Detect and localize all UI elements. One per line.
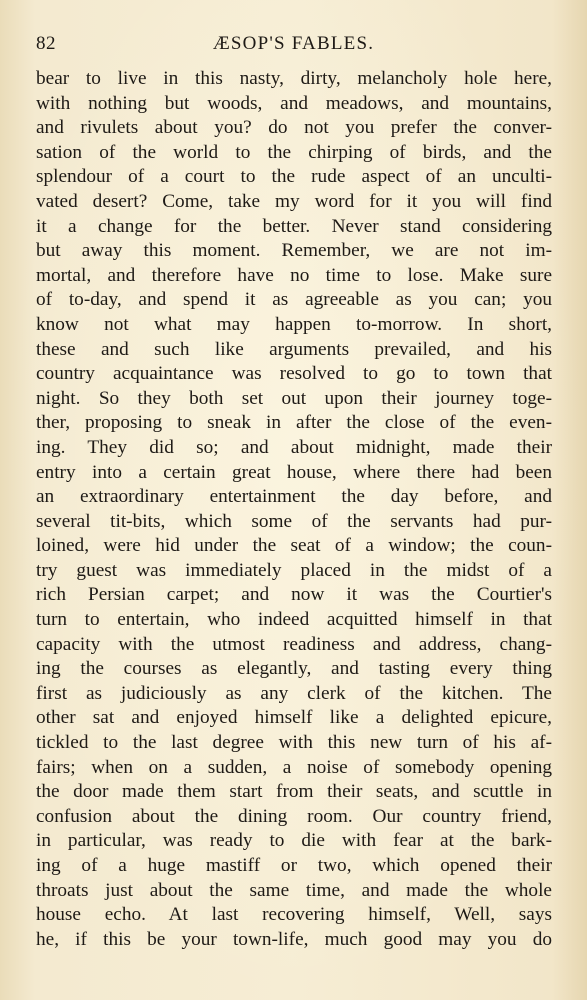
text-line: know not what may happen to-morrow. In short, bbox=[36, 313, 552, 335]
text-line: other sat and enjoyed himself like a delighted epicure, bbox=[36, 707, 552, 729]
text-line: ther, proposing to sneak in after the close of the even- bbox=[36, 412, 552, 434]
text-line: and rivulets about you? do not you prefer the conver- bbox=[36, 117, 552, 139]
text-line: capacity with the utmost readiness and address, chang- bbox=[36, 633, 552, 655]
text-line: loined, were hid under the seat of a window; the coun- bbox=[36, 535, 552, 557]
body-text bbox=[36, 67, 552, 952]
text-line: ing. They did so; and about midnight, made their bbox=[36, 436, 552, 458]
running-title: ÆSOP'S FABLES. bbox=[212, 33, 375, 54]
text-line: with nothing but woods, and meadows, and mountains, bbox=[36, 92, 552, 114]
text-line: night. So they both set out upon their journey toge- bbox=[36, 387, 552, 409]
text-line: several tit-bits, which some of the servants had pur- bbox=[36, 510, 552, 532]
text-line: in particular, was ready to die with fear at the bark- bbox=[36, 830, 552, 852]
text-line: he, if this be your town-life, much good may you do bbox=[36, 928, 552, 950]
text-line: country acquaintance was resolved to go to town that bbox=[36, 363, 552, 385]
text-line: bear to live in this nasty, dirty, melancholy hole here, bbox=[36, 68, 552, 89]
text-line: fairs; when on a sudden, a noise of somebody opening bbox=[36, 756, 552, 778]
text-line: first as judiciously as any clerk of the kitchen. The bbox=[36, 682, 552, 704]
text-line: ing the courses as elegantly, and tasting every thing bbox=[36, 658, 552, 680]
text-line: an extraordinary entertainment the day before, and bbox=[36, 486, 552, 508]
text-line: turn to entertain, who indeed acquitted himself in that bbox=[36, 609, 552, 631]
text-line: sation of the world to the chirping of birds, and the bbox=[36, 141, 552, 163]
text-line: mortal, and therefore have no time to lose. Make sure bbox=[36, 264, 552, 286]
text-line: these and such like arguments prevailed, and his bbox=[36, 338, 552, 360]
text-line: entry into a certain great house, where there had been bbox=[36, 461, 552, 483]
running-head bbox=[36, 33, 551, 59]
text-line: vated desert? Come, take my word for it you will find bbox=[36, 190, 552, 212]
text-line: throats just about the same time, and made the whole bbox=[36, 879, 552, 901]
page-number: 82 bbox=[36, 33, 56, 54]
text-line: house echo. At last recovering himself, Well, says bbox=[36, 904, 552, 926]
text-line: the door made them start from their seats, and scuttle in bbox=[36, 781, 552, 803]
text-line: splendour of a court to the rude aspect of an unculti- bbox=[36, 166, 552, 188]
text-line: ing of a huge mastiff or two, which opened their bbox=[36, 855, 552, 876]
text-line: but away this moment. Remember, we are not im- bbox=[36, 240, 552, 262]
text-line: confusion about the dining room. Our country friend, bbox=[36, 805, 552, 827]
text-line: it a change for the better. Never stand considering bbox=[36, 215, 552, 237]
text-line: tickled to the last degree with this new turn of his af- bbox=[36, 732, 552, 754]
text-line: try guest was immediately placed in the midst of a bbox=[36, 559, 552, 581]
text-line: rich Persian carpet; and now it was the Courtier's bbox=[36, 584, 552, 606]
text-line: of to-day, and spend it as agreeable as you can; you bbox=[36, 289, 552, 311]
